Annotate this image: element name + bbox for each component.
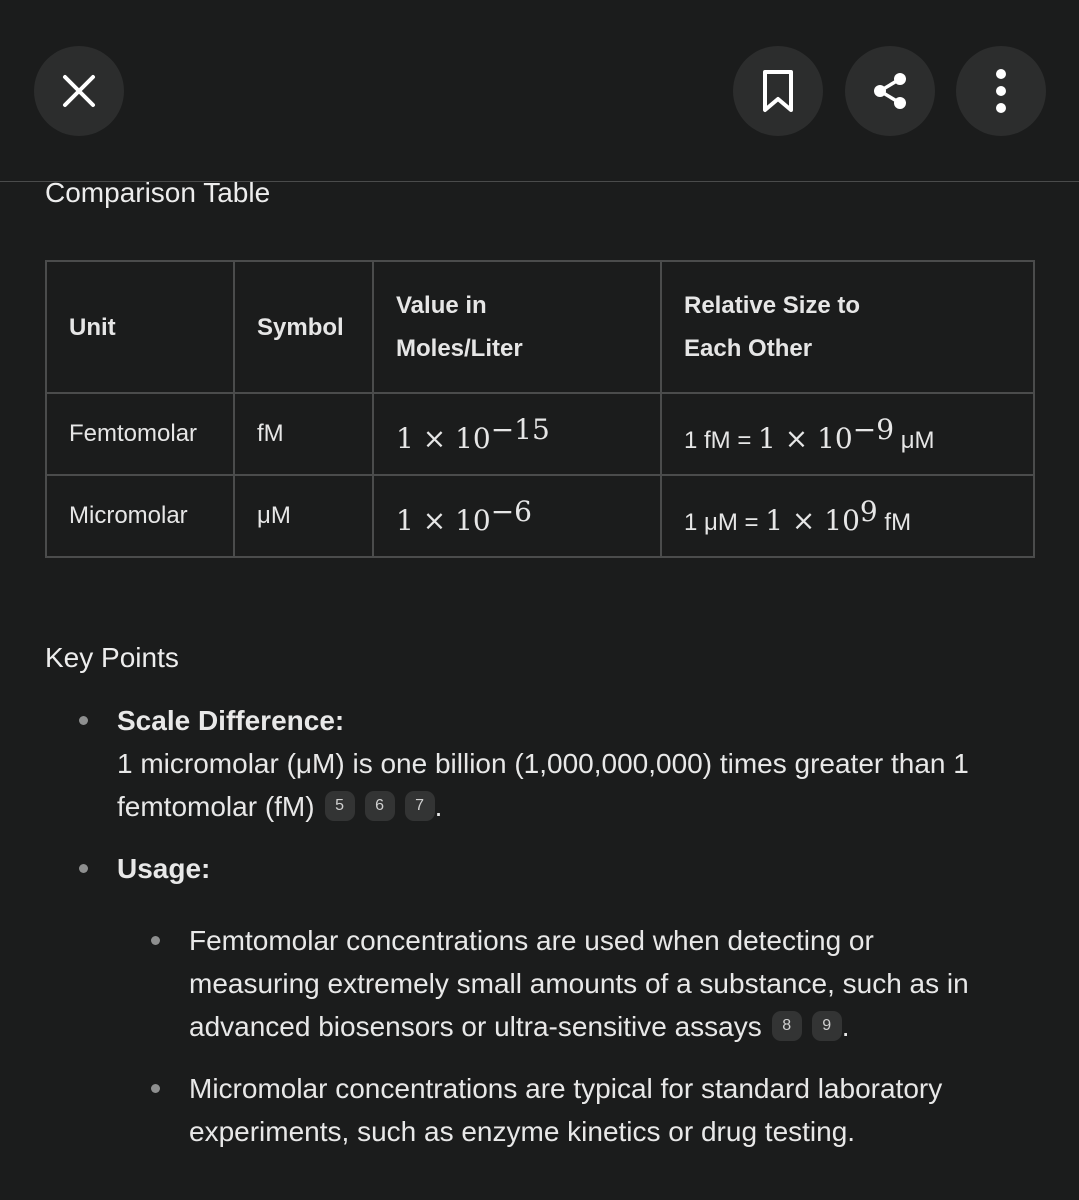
- header-unit: Unit: [46, 261, 234, 393]
- scale-difference-heading: Scale Difference:: [117, 705, 345, 736]
- table-header-row: [46, 261, 1034, 393]
- usage-heading: Usage:: [117, 853, 211, 884]
- header-relative-size: Relative Size to Each Other: [661, 261, 1034, 393]
- table-row: [46, 475, 1034, 557]
- cell-relative-size: 1 $\mu M = 1 \times 10^9$ fM: [661, 475, 1034, 557]
- bullet-icon: [79, 864, 88, 873]
- comparison-table: [45, 260, 1035, 558]
- cell-unit: Micromolar: [46, 475, 234, 557]
- scale-difference-line2: femtomolar (fM) 5 6 7 .: [117, 791, 443, 822]
- citation-badge[interactable]: 5: [325, 791, 355, 821]
- top-toolbar: [0, 0, 1079, 182]
- usage-item-micromolar: Micromolar concentrations are typical for standard laboratory experiments, such as enzyme kinetics or drug testing.: [189, 1073, 943, 1147]
- bullet-icon: [151, 1084, 160, 1093]
- key-points-title: Key Points: [45, 642, 179, 673]
- scale-difference-line1: 1 micromolar (μM) is one billion (1,000,000,000) times greater than 1: [117, 748, 969, 779]
- share-button[interactable]: [845, 46, 935, 136]
- bookmark-icon: [761, 69, 795, 113]
- comparison-table-title: Comparison Table: [45, 177, 271, 208]
- citation-badge[interactable]: 9: [812, 1011, 842, 1041]
- bookmark-button[interactable]: [733, 46, 823, 136]
- citation-badge[interactable]: 7: [405, 791, 435, 821]
- cell-value: $1 \times 10^{-6}$: [373, 475, 661, 557]
- cell-relative-size: 1 fM = $1 \times 10^{-9}$ μM: [661, 393, 1034, 475]
- header-value: Value in Moles/Liter: [373, 261, 661, 393]
- cell-symbol: μM: [234, 475, 373, 557]
- close-button[interactable]: [34, 46, 124, 136]
- header-symbol: Symbol: [234, 261, 373, 393]
- usage-item-femtomolar: Femtomolar concentrations are used when detecting or measuring extremely small amounts of a substance, such as in advanced biosensors or ultra-sensitive assays 8 9 .: [189, 925, 969, 1042]
- cell-symbol: fM: [234, 393, 373, 475]
- share-icon: [870, 71, 910, 111]
- bullet-icon: [151, 936, 160, 945]
- citation-badge[interactable]: 8: [772, 1011, 802, 1041]
- cell-unit: Femtomolar: [46, 393, 234, 475]
- cell-value: $1 \times 10^{-15}$: [373, 393, 661, 475]
- scale-difference-item: [117, 699, 1047, 828]
- close-icon: [62, 74, 96, 108]
- citation-badge[interactable]: 6: [365, 791, 395, 821]
- more-vertical-icon: [995, 69, 1007, 113]
- table-row: [46, 393, 1034, 475]
- more-options-button[interactable]: [956, 46, 1046, 136]
- bullet-icon: [79, 716, 88, 725]
